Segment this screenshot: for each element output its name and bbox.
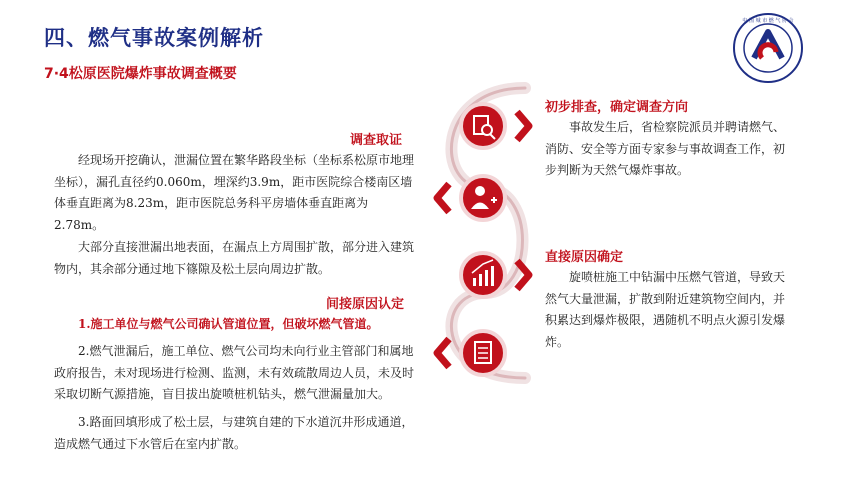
process-diagram xyxy=(425,78,545,388)
direct-cause-heading: 直接原因确定 xyxy=(545,250,624,265)
indirect-cause-item-3: 3.路面回填形成了松土层，与建筑自建的下水道沉井形成通道，造成燃气通过下水管后在室内扩散。 xyxy=(54,415,414,451)
page-title: 四、燃气事故案例解析 xyxy=(44,26,264,50)
investigation-paragraph-1: 经现场开挖确认，泄漏位置在繁华路段坐标（坐标系松原市地理坐标），漏孔直径约0.060m，埋深约3.9m，距市医院综合楼南区墙体垂直距离为8.23m，距市医院总务科平房墙体垂直距离为2.78m。 xyxy=(54,153,415,232)
investigation-heading: 调查取证 xyxy=(350,133,403,148)
direct-cause-paragraph: 旋喷桩施工中钻漏中压燃气管道，导致天然气大量泄漏，扩散到附近建筑物空间内，并积累达到爆炸极限，遇随机不明点火源引发爆炸。 xyxy=(545,270,786,349)
preliminary-heading: 初步排查，确定调查方向 xyxy=(545,100,689,115)
document-icon xyxy=(461,331,505,375)
investigation-paragraph-2: 大部分直接泄漏出地表面，在漏点上方周围扩散，部分进入建筑物内，其余部分通过地下篠隙及松土层向周边扩散。 xyxy=(54,240,415,276)
chevron-left-icon xyxy=(437,339,449,367)
growth-chart-icon xyxy=(461,253,505,297)
add-user-icon xyxy=(461,176,505,220)
indirect-cause-item-2: 2.燃气泄漏后，施工单位、燃气公司均未向行业主管部门和属地政府报告，未对现场进行检测、监测，未有效疏散周边人员，未及时采取切断气源措施，盲目拔出旋喷桩机钻头，燃气泄漏量加大。 xyxy=(54,344,415,401)
chevron-left-icon xyxy=(437,184,449,212)
preliminary-paragraph: 事故发生后，省检察院派员并聘请燃气、消防、安全等方面专家参与事故调查工作，初步判断为天然气爆炸事故。 xyxy=(545,120,786,177)
chevron-right-icon xyxy=(517,112,529,140)
association-logo xyxy=(732,12,804,84)
indirect-cause-item-1: 1.施工单位与燃气公司确认管道位置，但破坏燃气管道。 xyxy=(78,317,379,331)
svg-text:中 国 城 市 燃 气 协 会: 中 国 城 市 燃 气 协 会 xyxy=(742,18,794,24)
indirect-cause-heading: 间接原因认定 xyxy=(326,297,405,312)
search-report-icon xyxy=(461,104,505,148)
section-subtitle: 7·4松原医院爆炸事故调查概要 xyxy=(44,66,237,82)
